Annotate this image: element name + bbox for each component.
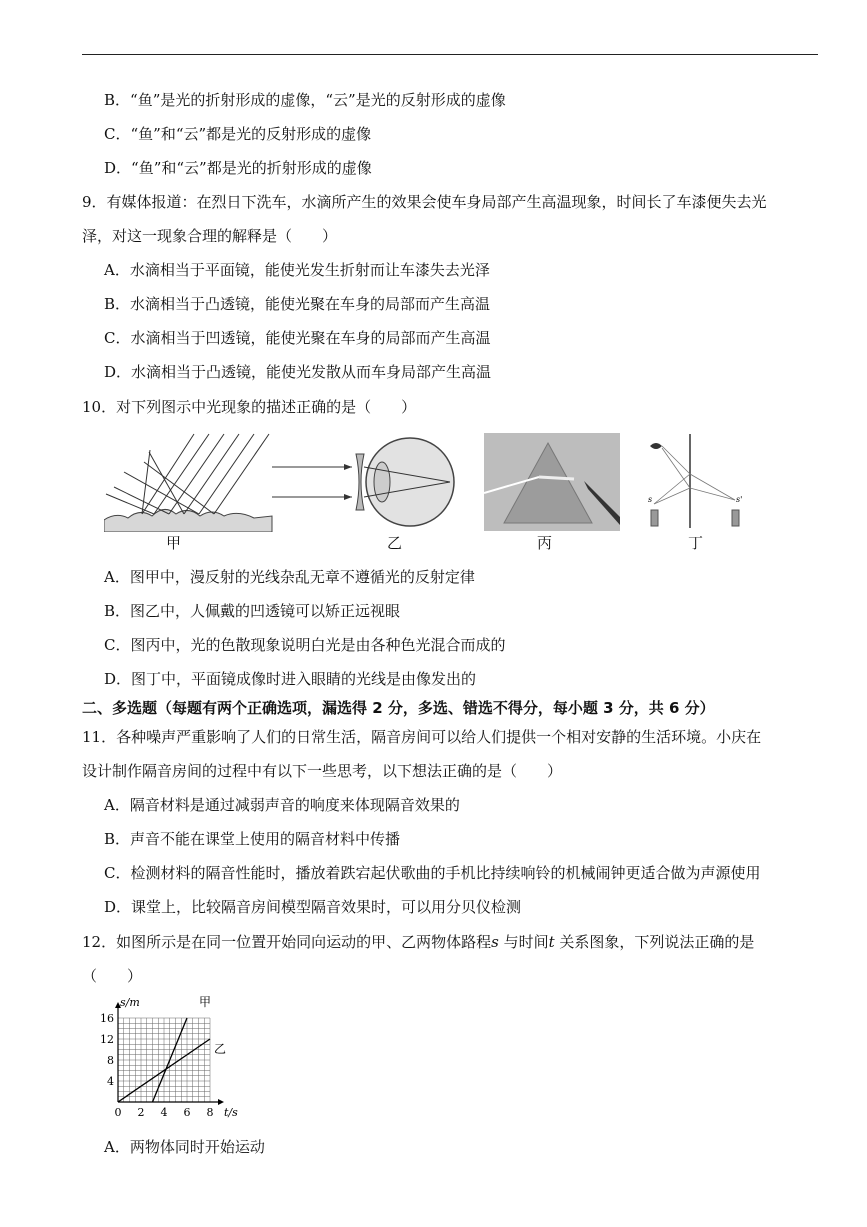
q9-stem-line1: 9．有媒体报道：在烈日下洗车，水滴所产生的效果会使车身局部产生高温现象，时间长了车漆便失去光 bbox=[82, 193, 767, 211]
y-tick-label: 4 bbox=[107, 1075, 114, 1088]
q10-stem: 10．对下列图示中光现象的描述正确的是（ ） bbox=[82, 398, 417, 416]
q8-option-c: C．“鱼”和“云”都是光的反射形成的虚像 bbox=[104, 125, 372, 143]
y-tick-label: 12 bbox=[100, 1033, 114, 1046]
candle-label-s: s bbox=[648, 495, 653, 504]
caption-jia: 甲 bbox=[166, 534, 182, 552]
x-axis-arrow bbox=[218, 1099, 224, 1105]
caption-bing: 丙 bbox=[537, 534, 553, 552]
q8-option-b: B．“鱼”是光的折射形成的虚像，“云”是光的反射形成的虚像 bbox=[104, 91, 506, 109]
figure-jia-diffuse-reflection bbox=[104, 432, 274, 532]
q10-option-a: A．图甲中，漫反射的光线杂乱无章不遵循光的反射定律 bbox=[104, 568, 475, 586]
q11-stem-line2: 设计制作隔音房间的过程中有以下一些思考，以下想法正确的是（ ） bbox=[82, 762, 563, 780]
caption-yi: 乙 bbox=[387, 534, 403, 552]
q11-stem-line1: 11．各种噪声严重影响了人们的日常生活，隔音房间可以给人们提供一个相对安静的生活环境。小庆在 bbox=[82, 728, 762, 746]
caption-ding: 丁 bbox=[688, 534, 704, 552]
x-tick-label: 4 bbox=[160, 1106, 168, 1119]
image-label-s-prime: s' bbox=[736, 495, 743, 504]
q11-option-b: B．声音不能在课堂上使用的隔音材料中传播 bbox=[104, 830, 401, 848]
figure-yi-eye-lens bbox=[272, 432, 472, 532]
x-axis-label: t/s bbox=[224, 1106, 238, 1119]
st-graph bbox=[92, 996, 252, 1124]
q11-option-a: A．隔音材料是通过减弱声音的响度来体现隔音效果的 bbox=[104, 796, 460, 814]
q12-stem-part3: 关系图象，下列说法正确的是 bbox=[554, 933, 755, 951]
q12-stem-line2: （ ） bbox=[82, 967, 143, 985]
q10-option-b: B．图乙中，人佩戴的凹透镜可以矫正远视眼 bbox=[104, 602, 401, 620]
figure-bing-prism bbox=[484, 433, 620, 531]
q9-stem-line2: 泽，对这一现象合理的解释是（ ） bbox=[82, 227, 338, 245]
q12-s-symbol: s bbox=[491, 933, 499, 951]
q11-option-d: D．课堂上，比较隔音房间模型隔音效果时，可以用分贝仪检测 bbox=[104, 898, 522, 916]
q9-option-b: B．水滴相当于凸透镜，能使光聚在车身的局部而产生高温 bbox=[104, 295, 491, 313]
q12-option-a: A．两物体同时开始运动 bbox=[104, 1138, 265, 1156]
q12-stem-part1: 12．如图所示是在同一位置开始同向运动的甲、乙两物体路程 bbox=[82, 933, 492, 951]
q11-option-c: C．检测材料的隔音性能时，播放着跌宕起伏歌曲的手机比持续响铃的机械闹钟更适合做为声源使用 bbox=[104, 864, 761, 882]
q12-stem-line1 bbox=[82, 932, 754, 952]
q10-option-d: D．图丁中，平面镜成像时进入眼睛的光线是由像发出的 bbox=[104, 670, 477, 688]
x-tick-label: 0 bbox=[114, 1106, 122, 1119]
x-tick-label: 8 bbox=[206, 1106, 214, 1119]
x-tick-label: 6 bbox=[183, 1106, 191, 1119]
q8-option-d: D．“鱼”和“云”都是光的折射形成的虚像 bbox=[104, 159, 372, 177]
q12-stem-part2: 与时间 bbox=[498, 933, 549, 951]
q9-option-a: A．水滴相当于平面镜，能使光发生折射而让车漆失去光泽 bbox=[104, 261, 490, 279]
q9-option-d: D．水滴相当于凸透镜，能使光发散从而车身局部产生高温 bbox=[104, 363, 492, 381]
figure-ding-plane-mirror bbox=[640, 432, 750, 530]
header-rule bbox=[82, 54, 818, 55]
y-axis-label: s/m bbox=[120, 996, 140, 1009]
q12-t-symbol: t bbox=[548, 933, 555, 951]
series-label-yi: 乙 bbox=[214, 1042, 227, 1056]
series-label-jia: 甲 bbox=[199, 996, 212, 1009]
q9-option-c: C．水滴相当于凹透镜，能使光聚在车身的局部而产生高温 bbox=[104, 329, 491, 347]
q10-option-c: C．图丙中，光的色散现象说明白光是由各种色光混合而成的 bbox=[104, 636, 506, 654]
y-tick-label: 8 bbox=[107, 1054, 114, 1067]
x-tick-label: 2 bbox=[137, 1106, 145, 1119]
y-tick-label: 16 bbox=[100, 1012, 114, 1025]
section-2-title: 二、多选题（每题有两个正确选项，漏选得 2 分，多选、错选不得分，每小题 3 分，共 6 分） bbox=[82, 699, 715, 717]
